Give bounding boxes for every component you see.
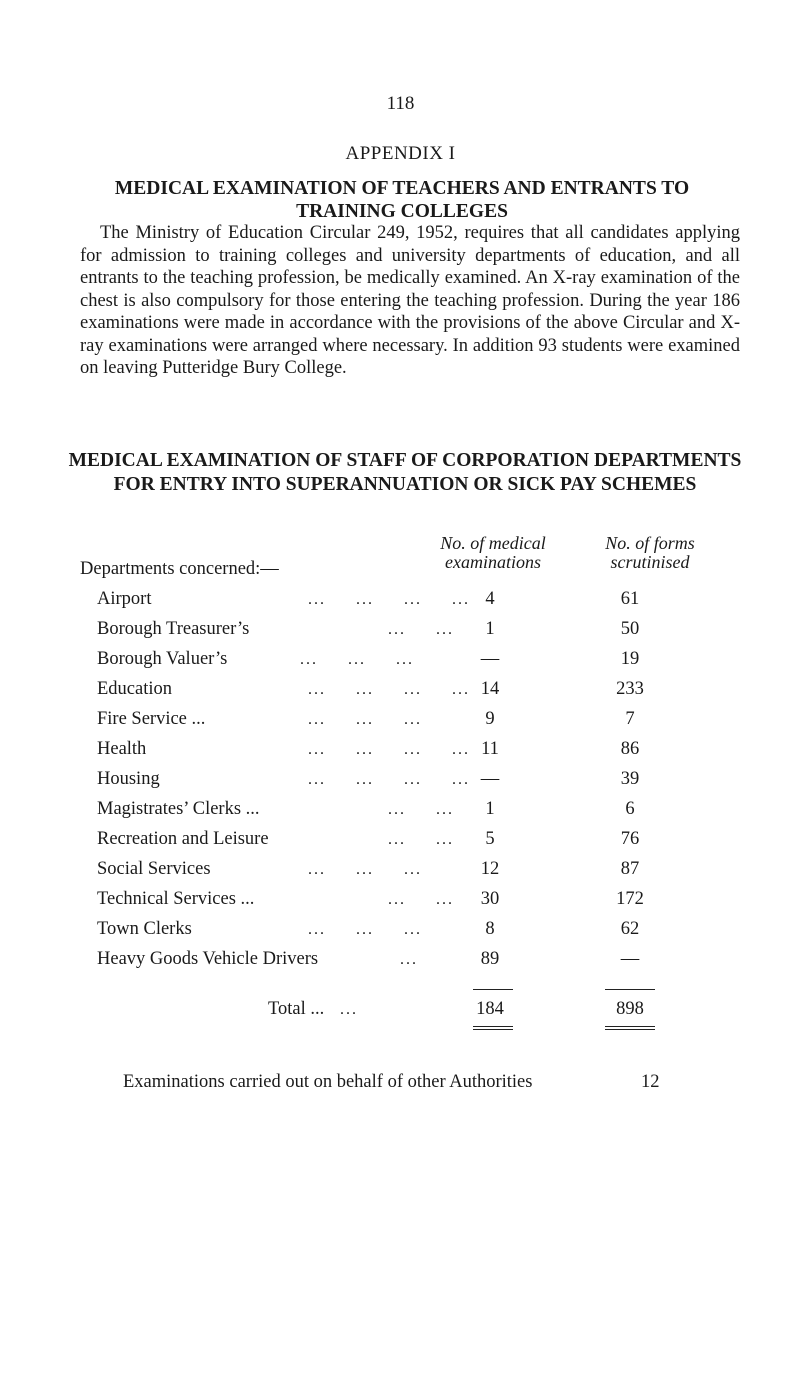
- total-label: Total ...: [268, 999, 325, 1019]
- department-name: Borough Treasurer’s: [97, 619, 250, 639]
- department-name: Magistrates’ Clerks ...: [97, 799, 260, 819]
- table-row: [0, 829, 801, 853]
- exam-count: 1: [485, 799, 495, 819]
- total-row: [0, 999, 801, 1023]
- exam-count: 9: [485, 709, 495, 729]
- forms-count: 19: [620, 649, 640, 669]
- exam-double-rule-bottom: [473, 1029, 513, 1030]
- forms-column-header: [575, 534, 725, 572]
- department-name: Fire Service ...: [97, 709, 206, 729]
- exam-total-rule: [473, 989, 513, 990]
- leader-dots: ... ... ...: [308, 861, 422, 878]
- department-name: Technical Services ...: [97, 889, 255, 909]
- table-row: [0, 649, 801, 673]
- leader-dots: ...: [400, 951, 418, 968]
- department-name: Airport: [97, 589, 152, 609]
- leader-dots: ... ...: [388, 621, 454, 638]
- forms-count: 172: [616, 889, 644, 909]
- section2-title: MEDICAL EXAMINATION OF STAFF OF CORPORATION DEPARTMENTS FOR ENTRY INTO SUPERANNUATION OR SICK PAY SCHEMES: [68, 450, 742, 495]
- leader-dots: ... ... ... ...: [308, 741, 470, 758]
- leader-dots: ... ... ... ...: [308, 771, 470, 788]
- table-row: [0, 589, 801, 613]
- leader-dots: ... ... ...: [308, 711, 422, 728]
- forms-count: 39: [620, 769, 640, 789]
- leader-dots: ... ... ... ...: [308, 681, 470, 698]
- forms-column-header-line1: No. of forms: [605, 533, 695, 553]
- exam-count: 5: [485, 829, 495, 849]
- exam-double-rule-top: [473, 1026, 513, 1027]
- table-row: [0, 709, 801, 733]
- appendix-heading: APPENDIX I: [345, 143, 456, 164]
- department-name: Town Clerks: [97, 919, 192, 939]
- forms-count: 76: [620, 829, 640, 849]
- forms-count: 61: [620, 589, 640, 609]
- exam-count: 14: [480, 679, 500, 699]
- department-name: Heavy Goods Vehicle Drivers: [97, 949, 319, 969]
- section1-body: The Ministry of Education Circular 249, 1952, requires that all candidates applying for admission to training colleges and university departments of education, and all entrants to the teaching profession, be medically examined. An X-ray examination of the chest is also compulsory for those entering the teaching profession. During the year 186 examinations were made in accordance with the provisions of the above Circular and X-ray examinations were arranged where necessary. In addition 93 students were examined on leaving Putteridge Bury College.: [80, 223, 740, 378]
- forms-total-rule: [605, 989, 655, 990]
- leader-dots: ... ... ... ...: [308, 591, 470, 608]
- total-exam-value: 184: [476, 999, 504, 1019]
- exam-count: 8: [485, 919, 495, 939]
- forms-count: 87: [620, 859, 640, 879]
- exam-count: 30: [480, 889, 500, 909]
- department-name: Health: [97, 739, 147, 759]
- department-name: Recreation and Leisure: [97, 829, 269, 849]
- table-row: [0, 679, 801, 703]
- footer-value: 12: [641, 1072, 660, 1092]
- exam-count: 12: [480, 859, 500, 879]
- footer-label: Examinations carried out on behalf of other Authorities: [123, 1072, 533, 1092]
- total-leader-dots: ...: [340, 1001, 358, 1018]
- department-name: Housing: [97, 769, 160, 789]
- exam-column-header: [418, 534, 568, 572]
- total-forms-value: 898: [616, 999, 644, 1019]
- forms-count: 7: [625, 709, 635, 729]
- forms-double-rule-top: [605, 1026, 655, 1027]
- exam-count: 11: [481, 739, 499, 759]
- table-row: [0, 769, 801, 793]
- exam-count: 1: [485, 619, 495, 639]
- forms-double-rule-bottom: [605, 1029, 655, 1030]
- department-name: Borough Valuer’s: [97, 649, 228, 669]
- leader-dots: ... ...: [388, 801, 454, 818]
- table-row: [0, 619, 801, 643]
- forms-count: 62: [620, 919, 640, 939]
- forms-column-header-line2: scrutinised: [610, 552, 690, 572]
- leader-dots: ... ... ...: [300, 651, 414, 668]
- exam-count: —: [480, 769, 500, 789]
- table-row: [0, 739, 801, 763]
- exam-count: —: [480, 649, 500, 669]
- table-row: [0, 919, 801, 943]
- forms-count: 86: [620, 739, 640, 759]
- table-row: [0, 889, 801, 913]
- department-name: Social Services: [97, 859, 211, 879]
- exam-count: 4: [485, 589, 495, 609]
- exam-count: 89: [480, 949, 500, 969]
- exam-column-header-line2: examinations: [445, 552, 541, 572]
- leader-dots: ... ...: [388, 891, 454, 908]
- forms-count: 6: [625, 799, 635, 819]
- table-row: [0, 799, 801, 823]
- exam-column-header-line1: No. of medical: [440, 533, 546, 553]
- forms-count: 50: [620, 619, 640, 639]
- table-row: [0, 949, 801, 973]
- leader-dots: ... ...: [388, 831, 454, 848]
- department-name: Education: [97, 679, 173, 699]
- page-number: 118: [386, 93, 415, 114]
- leader-dots: ... ... ...: [308, 921, 422, 938]
- forms-count: 233: [616, 679, 644, 699]
- section1-title: MEDICAL EXAMINATION OF TEACHERS AND ENTRANTS TO TRAINING COLLEGES: [114, 178, 690, 222]
- table-row: [0, 859, 801, 883]
- forms-count: —: [620, 949, 640, 969]
- departments-label: Departments concerned:—: [80, 559, 279, 579]
